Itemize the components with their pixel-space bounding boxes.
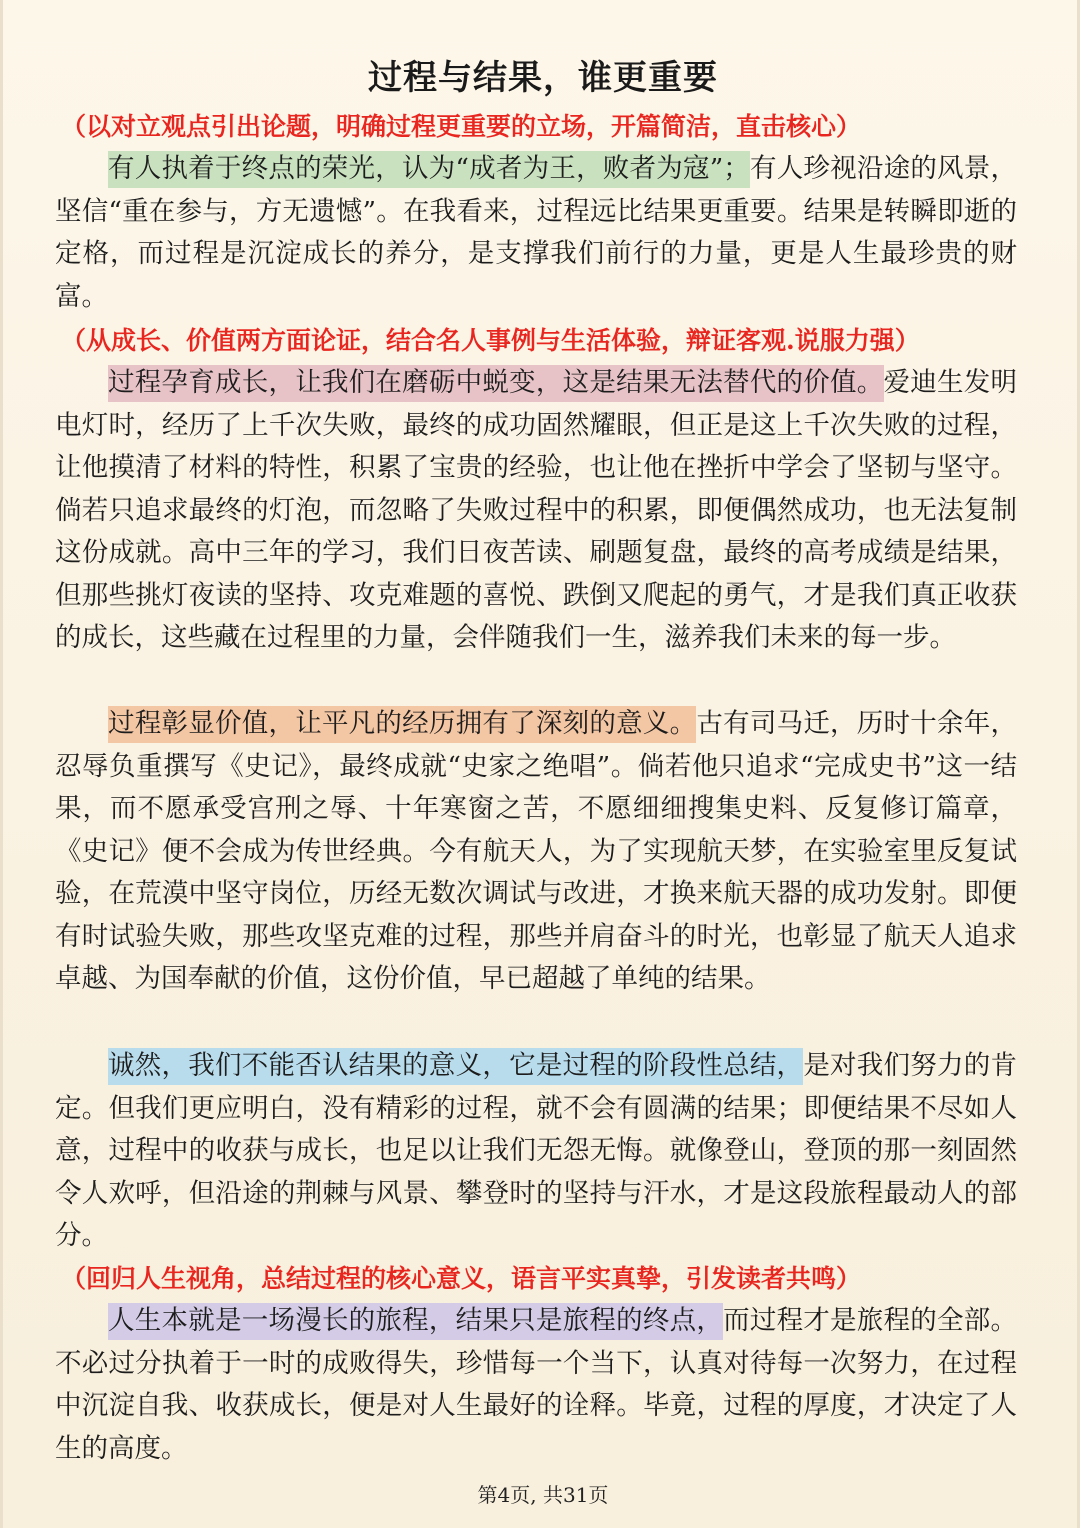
paragraph-5 [55,1300,1017,1470]
paragraph-1 [55,148,1017,318]
annotation-comment-2: （从成长、价值两方面论证，结合名人事例与生活体验，辩证客观.说服力强） [61,326,920,355]
annotation-comment-1: （以对立观点引出论题，明确过程更重要的立场，开篇简洁，直击核心） [61,112,862,141]
paragraph-2-text: 爱迪生发明电灯时，经历了上千次失败，最终的成功固然耀眼，但正是这上千次失败的过程，让他摸清了材料的特性，积累了宝贵的经验，也让他在挫折中学会了坚韧与坚守。倘若只追求最终的灯泡，而忽略了失败过程中的积累，即便偶然成功，也无法复制这份成就。高中三年的学习，我们日夜苦读、刷题复盘，最终的高考成绩是结果，但那些挑灯夜读的坚持、攻克难题的喜悦、跌倒又爬起的勇气，才是我们真正收获的成长，这些藏在过程里的力量，会伴随我们一生，滋养我们未来的每一步。 [55,367,1018,653]
paragraph-3 [55,703,1017,1001]
paragraph-4-text: 是对我们努力的肯定。但我们更应明白，没有精彩的过程，就不会有圆满的结果；即便结果不尽如人意，过程中的收获与成长，也足以让我们无怨无悔。就像登山，登顶的那一刻固然令人欢呼，但沿途的荆棘与风景、攀登时的坚持与汗水，才是这段旅程最动人的部分。 [55,1050,1018,1251]
paragraph-4 [55,1045,1017,1258]
paragraph-2 [55,362,1017,660]
highlight-sentence-2: 过程孕育成长，让我们在磨砺中蜕变，这是结果无法替代的价值。 [108,365,884,402]
highlight-sentence-4: 诚然，我们不能否认结果的意义，它是过程的阶段性总结， [108,1048,803,1085]
annotation-comment-3: （回归人生视角，总结过程的核心意义，语言平实真挚，引发读者共鸣） [61,1264,862,1293]
paragraph-5-text: 而过程才是旅程的全部。不必过分执着于一时的成败得失，珍惜每一个当下，认真对待每一次努力，在过程中沉淀自我、收获成长，便是对人生最好的诠释。毕竟，过程的厚度，才决定了人生的高度。 [55,1305,1018,1464]
essay-title: 过程与结果，谁更重要 [368,58,718,98]
highlight-sentence-3: 过程彰显价值，让平凡的经历拥有了深刻的意义。 [108,706,696,743]
highlight-sentence-5: 人生本就是一场漫长的旅程，结果只是旅程的终点， [108,1303,723,1340]
paragraph-3-text: 古有司马迁，历时十余年，忍辱负重撰写《史记》，最终成就“史家之绝唱”。倘若他只追求“完成史书”这一结果，而不愿承受宫刑之辱、十年寒窗之苦，不愿细细搜集史料、反复修订篇章，《史记》便不会成为传世经典。今有航天人，为了实现航天梦，在实验室里反复试验，在荒漠中坚守岗位，历经无数次调试与改进，才换来航天器的成功发射。即便有时试验失败，那些攻坚克难的过程，那些并肩奋斗的时光，也彰显了航天人追求卓越、为国奉献的价值，这份价值，早已超越了单纯的结果。 [55,708,1018,994]
paragraph-1-text: 有人珍视沿途的风景，坚信“重在参与，方无遗憾”。在我看来，过程远比结果更重要。结果是转瞬即逝的定格，而过程是沉淀成长的养分，是支撑我们前行的力量，更是人生最珍贵的财富。 [55,153,1017,312]
page-number: 第4页, 共31页 [477,1483,609,1507]
highlight-sentence-1: 有人执着于终点的荣光，认为“成者为王，败者为寇”； [108,151,750,188]
